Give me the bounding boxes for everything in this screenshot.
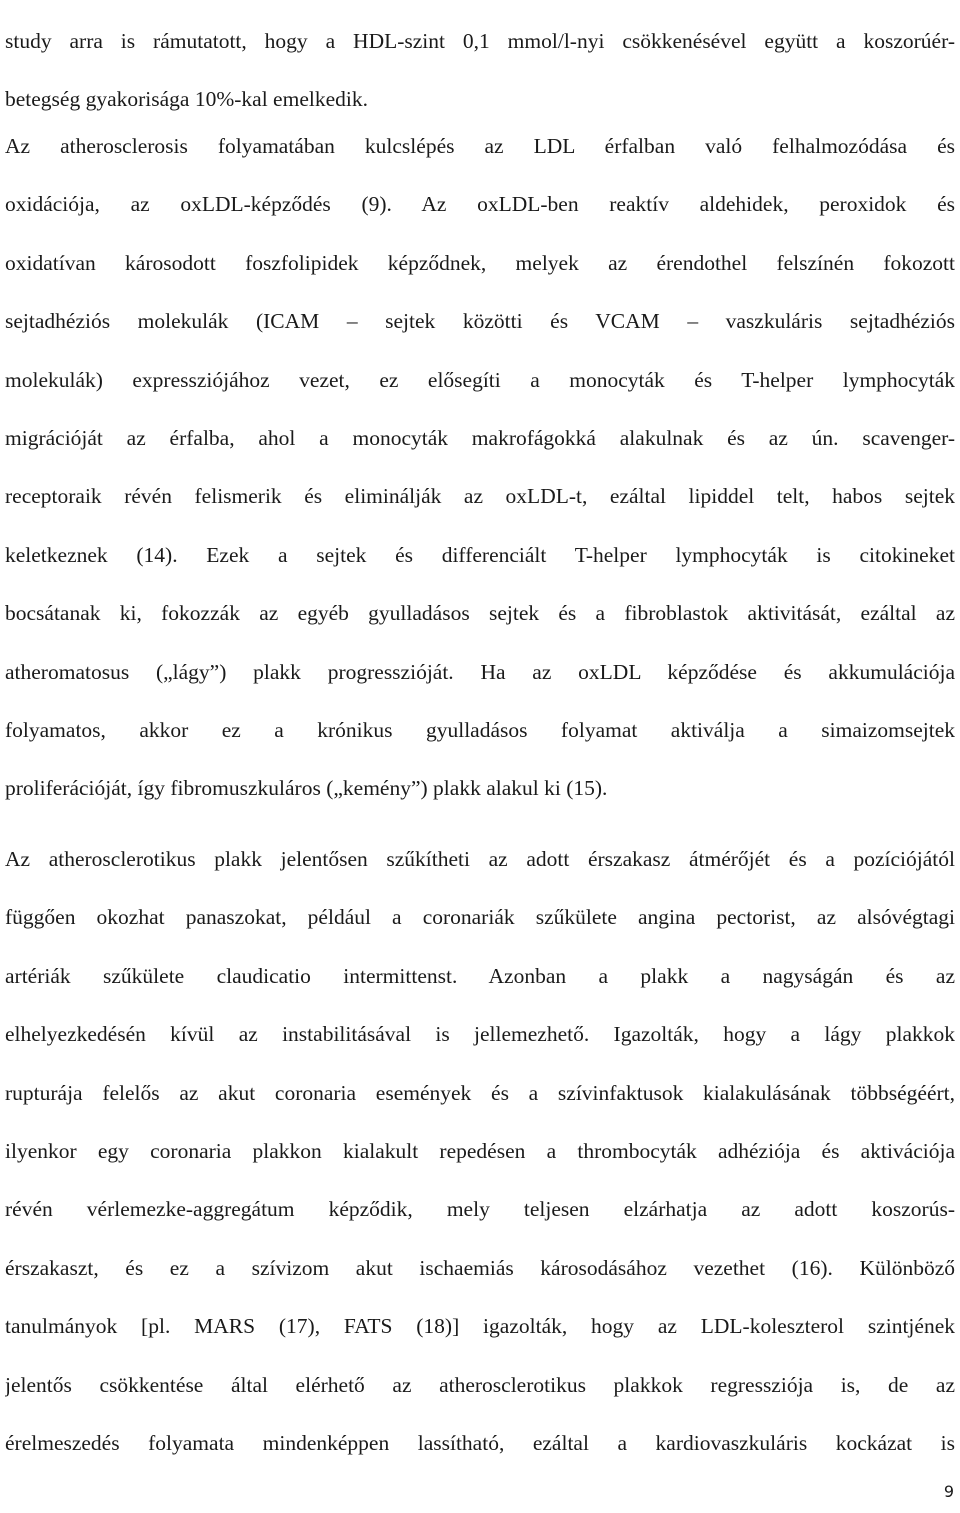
text-line: függően okozhat panaszokat, például a coronariák szűkülete angina pectorist, az alsóvégtagi: [5, 905, 955, 930]
text-line: molekulák) expressziójához vezet, ez elősegíti a monocyták és T-helper lymphocyták: [5, 367, 955, 392]
text-line: Az atherosclerosis folyamatában kulcslépés az LDL érfalban való felhalmozódása és: [5, 134, 955, 158]
text-line: Az atherosclerotikus plakk jelentősen szűkítheti az adott érszakasz átmérőjét és a pozíciójától: [5, 847, 955, 871]
text-line: betegség gyakorisága 10%-kal emelkedik.: [5, 87, 368, 112]
text-line: receptoraik révén felismerik és eliminálják az oxLDL-t, ezáltal lipiddel telt, habos sejtek: [5, 484, 955, 509]
page-number: 9: [943, 1482, 954, 1501]
text-line: migrációját az érfalba, ahol a monocyták makrofágokká alakulnak és az ún. scavenger-: [5, 425, 955, 450]
paragraph-hdl-risk: [5, 12, 955, 129]
text-line: jelentős csökkentése által elérhető az atherosclerotikus plakkok regressziója is, de az: [5, 1372, 955, 1397]
text-line: bocsátanak ki, fokozzák az egyéb gyulladásos sejtek és a fibroblastok aktivitását, ezáltal az: [5, 601, 955, 626]
text-line: oxidatívan károsodott foszfolipidek képződnek, melyek az érendothel felszínén fokozott: [5, 250, 955, 275]
paragraph-plaque-consequences: [5, 830, 955, 1472]
text-line: folyamatos, akkor ez a krónikus gyulladásos folyamat aktiválja a simaizomsejtek: [5, 717, 955, 742]
text-line: tanulmányok [pl. MARS (17), FATS (18)] igazolták, hogy az LDL-koleszterol szintjének: [5, 1314, 955, 1339]
text-line: study arra is rámutatott, hogy a HDL-szint 0,1 mmol/l-nyi csökkenésével együtt a koszorúér-: [5, 29, 955, 53]
paragraph-oxldl-formation: [5, 117, 955, 818]
text-line: artériák szűkülete claudicatio intermittenst. Azonban a plakk a nagyságán és az: [5, 963, 955, 988]
text-line: révén vérlemezke-aggregátum képződik, mely teljesen elzárhatja az adott koszorús-: [5, 1197, 955, 1222]
text-line: keletkeznek (14). Ezek a sejtek és differenciált T-helper lymphocyták is citokineket: [5, 542, 955, 567]
text-line: érszakaszt, és ez a szívizom akut ischaemiás károsodásához vezethet (16). Különböző: [5, 1255, 955, 1280]
text-line: elhelyezkedésén kívül az instabilitásával is jellemezhető. Igazolták, hogy a lágy plakkok: [5, 1022, 955, 1047]
text-line: ilyenkor egy coronaria plakkon kialakult repedésen a thrombocyták adhéziója és aktivációja: [5, 1138, 955, 1163]
text-line: proliferációját, így fibromuszkuláros („kemény”) plakk alakul ki (15).: [5, 776, 608, 801]
text-line: atheromatosus („lágy”) plakk progresszióját. Ha az oxLDL képződése és akkumulációja: [5, 659, 955, 684]
text-line: oxidációja, az oxLDL-képződés (9). Az oxLDL-ben reaktív aldehidek, peroxidok és: [5, 192, 955, 217]
text-line: érelmeszedés folyamata mindenképpen lassítható, ezáltal a kardiovaszkuláris kockázat is: [5, 1430, 955, 1455]
text-line: sejtadhéziós molekulák (ICAM – sejtek közötti és VCAM – vaszkuláris sejtadhéziós: [5, 309, 955, 334]
text-line: rupturája felelős az akut coronaria események és a szívinfaktusok kialakulásának többségéért,: [5, 1080, 955, 1105]
